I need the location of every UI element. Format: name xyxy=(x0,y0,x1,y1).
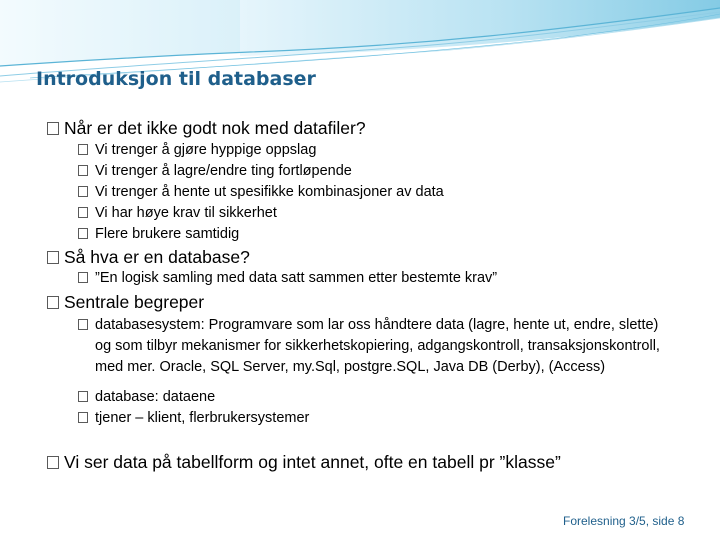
section-heading: Så hva er en database? xyxy=(47,247,250,267)
bullet-box-icon xyxy=(47,251,59,264)
list-item: Vi trenger å gjøre hyppige oppslag xyxy=(78,140,316,161)
bullet-box-icon xyxy=(47,296,59,309)
section-heading: Når er det ikke godt nok med datafiler? xyxy=(47,118,366,138)
list-item: Flere brukere samtidig xyxy=(78,224,239,245)
slide-title: Introduksjon til databaser xyxy=(36,68,316,90)
list-item: ”En logisk samling med data satt sammen etter bestemte krav” xyxy=(78,268,497,289)
slide-footer: Forelesning 3/5, side 8 xyxy=(563,514,685,528)
section-heading: Vi ser data på tabellform og intet annet, ofte en tabell pr ”klasse” xyxy=(47,452,561,472)
list-item: tjener – klient, flerbrukersystemer xyxy=(78,408,309,429)
list-item: Vi trenger å lagre/endre ting fortløpende xyxy=(78,161,352,182)
bullet-box-icon xyxy=(78,207,88,218)
list-item: databasesystem: Programvare som lar oss håndtere data (lagre, hente ut, endre, slette) og som tilbyr mekanismer for sikkerhetskopiering, adgangskontroll, transaksjonskontroll, med mer. Oracle, SQL Server, my.Sql, postgre.SQL, Java DB (Derby), (Access) xyxy=(78,315,678,377)
bullet-box-icon xyxy=(78,186,88,197)
list-item: database: dataene xyxy=(78,387,215,408)
list-item: Vi har høye krav til sikkerhet xyxy=(78,203,277,224)
bullet-box-icon xyxy=(78,165,88,176)
bullet-box-icon xyxy=(78,228,88,239)
bullet-box-icon xyxy=(78,272,88,283)
bullet-box-icon xyxy=(78,391,88,402)
bullet-box-icon xyxy=(78,144,88,155)
list-item: Vi trenger å hente ut spesifikke kombinasjoner av data xyxy=(78,182,444,203)
bullet-box-icon xyxy=(47,456,59,469)
bullet-box-icon xyxy=(78,412,88,423)
section-heading: Sentrale begreper xyxy=(47,292,204,312)
bullet-box-icon xyxy=(78,319,88,330)
bullet-box-icon xyxy=(47,122,59,135)
